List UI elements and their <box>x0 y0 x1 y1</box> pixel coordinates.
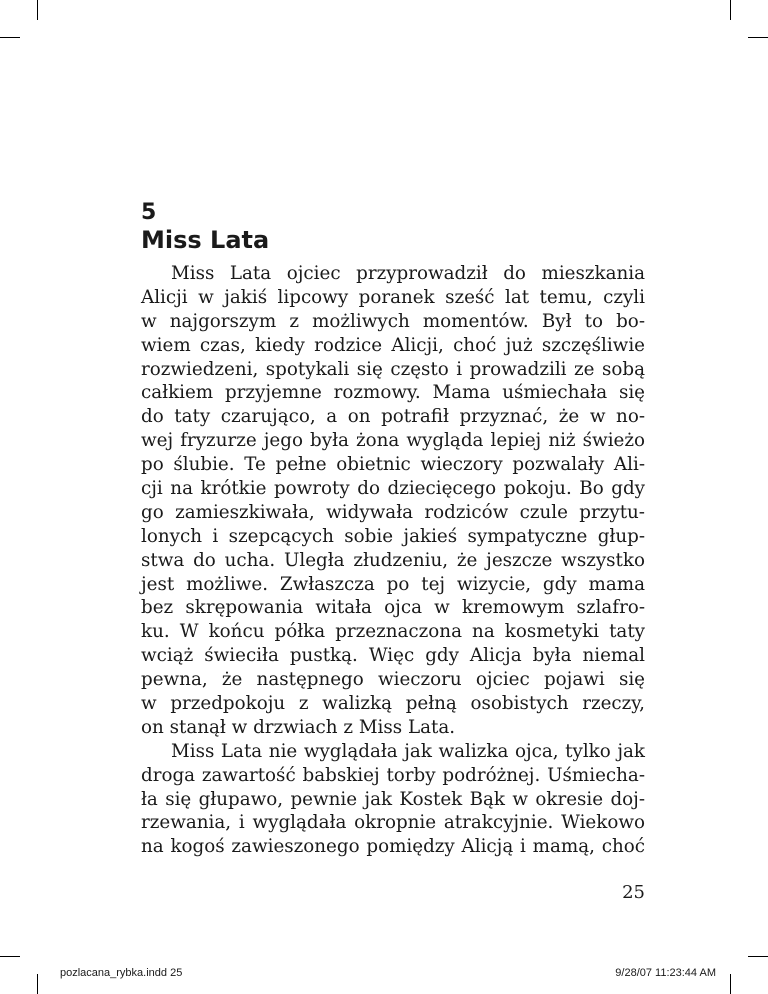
crop-mark-bottom-left-horizontal <box>0 956 20 957</box>
body-line: wciąż świeciła pustką. Więc gdy Alicja była niemal <box>141 645 645 667</box>
body-line: pewna, że następnego wieczoru ojciec pojawi się <box>141 669 645 691</box>
body-line: wiem czas, kiedy rodzice Alicji, choć już szczęśliwie <box>141 334 645 356</box>
body-line: on stanął w drzwiach z Miss Lata. <box>141 716 456 738</box>
crop-mark-top-left-vertical <box>37 0 38 20</box>
crop-mark-bottom-left-vertical <box>37 974 38 994</box>
body-line: Miss Lata ojciec przyprowadził do mieszkania <box>171 263 645 284</box>
body-line: wej fryzurze jego była żona wygląda lepiej niż świeżo <box>141 430 645 452</box>
body-line: jest możliwe. Zwłaszcza po tej wizycie, gdy mama <box>141 573 645 595</box>
body-line: po ślubie. Te pełne obietnic wieczory pozwalały Ali- <box>141 454 645 476</box>
body-line: Alicji w jakiś lipcowy poranek sześć lat temu, czyli <box>141 286 645 308</box>
body-line: całkiem przyjemne rozmowy. Mama uśmiechała się <box>141 382 645 404</box>
body-line: cji na krótkie powroty do dziecięcego pokoju. Bo gdy <box>141 478 645 500</box>
crop-mark-bottom-right-vertical <box>730 974 731 994</box>
print-slug-datetime: 9/28/07 11:23:44 AM <box>615 967 716 979</box>
chapter-number: 5 <box>141 200 157 225</box>
body-line: w przedpokoju z walizką pełną osobistych rzeczy, <box>141 693 645 715</box>
body-line: do taty czarująco, a on potrafił przyznać, że w no- <box>141 406 645 428</box>
crop-mark-top-left-horizontal <box>0 37 20 38</box>
body-line: Miss Lata nie wyglądała jak walizka ojca, tylko jak <box>171 740 645 762</box>
page-number: 25 <box>622 882 645 903</box>
chapter-body-text <box>141 262 645 859</box>
body-line: rozwiedzeni, spotykali się często i prowadzili ze sobą <box>141 358 645 380</box>
body-line: droga zawartość babskiej torby podróżnej. Uśmiecha- <box>141 764 645 786</box>
body-line: ku. W końcu półka przeznaczona na kosmetyki taty <box>141 621 645 643</box>
body-line: na kogoś zawieszonego pomiędzy Alicją i mamą, choć <box>141 836 645 858</box>
body-line: stwa do ucha. Uległa złudzeniu, że jeszcze wszystko <box>141 549 645 571</box>
body-line: rzewania, i wyglądała okropnie atrakcyjnie. Wiekowo <box>141 812 645 834</box>
body-line: bez skrępowania witała ojca w kremowym szlafro- <box>141 597 645 619</box>
crop-mark-bottom-right-horizontal <box>748 956 768 957</box>
print-slug-filename: pozlacana_rybka.indd 25 <box>60 967 183 979</box>
body-line: lonych i szepcących sobie jakieś sympatyczne głup- <box>141 525 645 547</box>
body-line: w najgorszym z możliwych momentów. Był to bo- <box>141 310 645 332</box>
body-line: ła się głupawo, pewnie jak Kostek Bąk w okresie doj- <box>141 788 645 810</box>
chapter-title: Miss Lata <box>141 226 270 254</box>
crop-mark-top-right-horizontal <box>748 37 768 38</box>
body-line: go zamieszkiwała, widywała rodziców czule przytu- <box>141 501 645 523</box>
crop-mark-top-right-vertical <box>730 0 731 20</box>
